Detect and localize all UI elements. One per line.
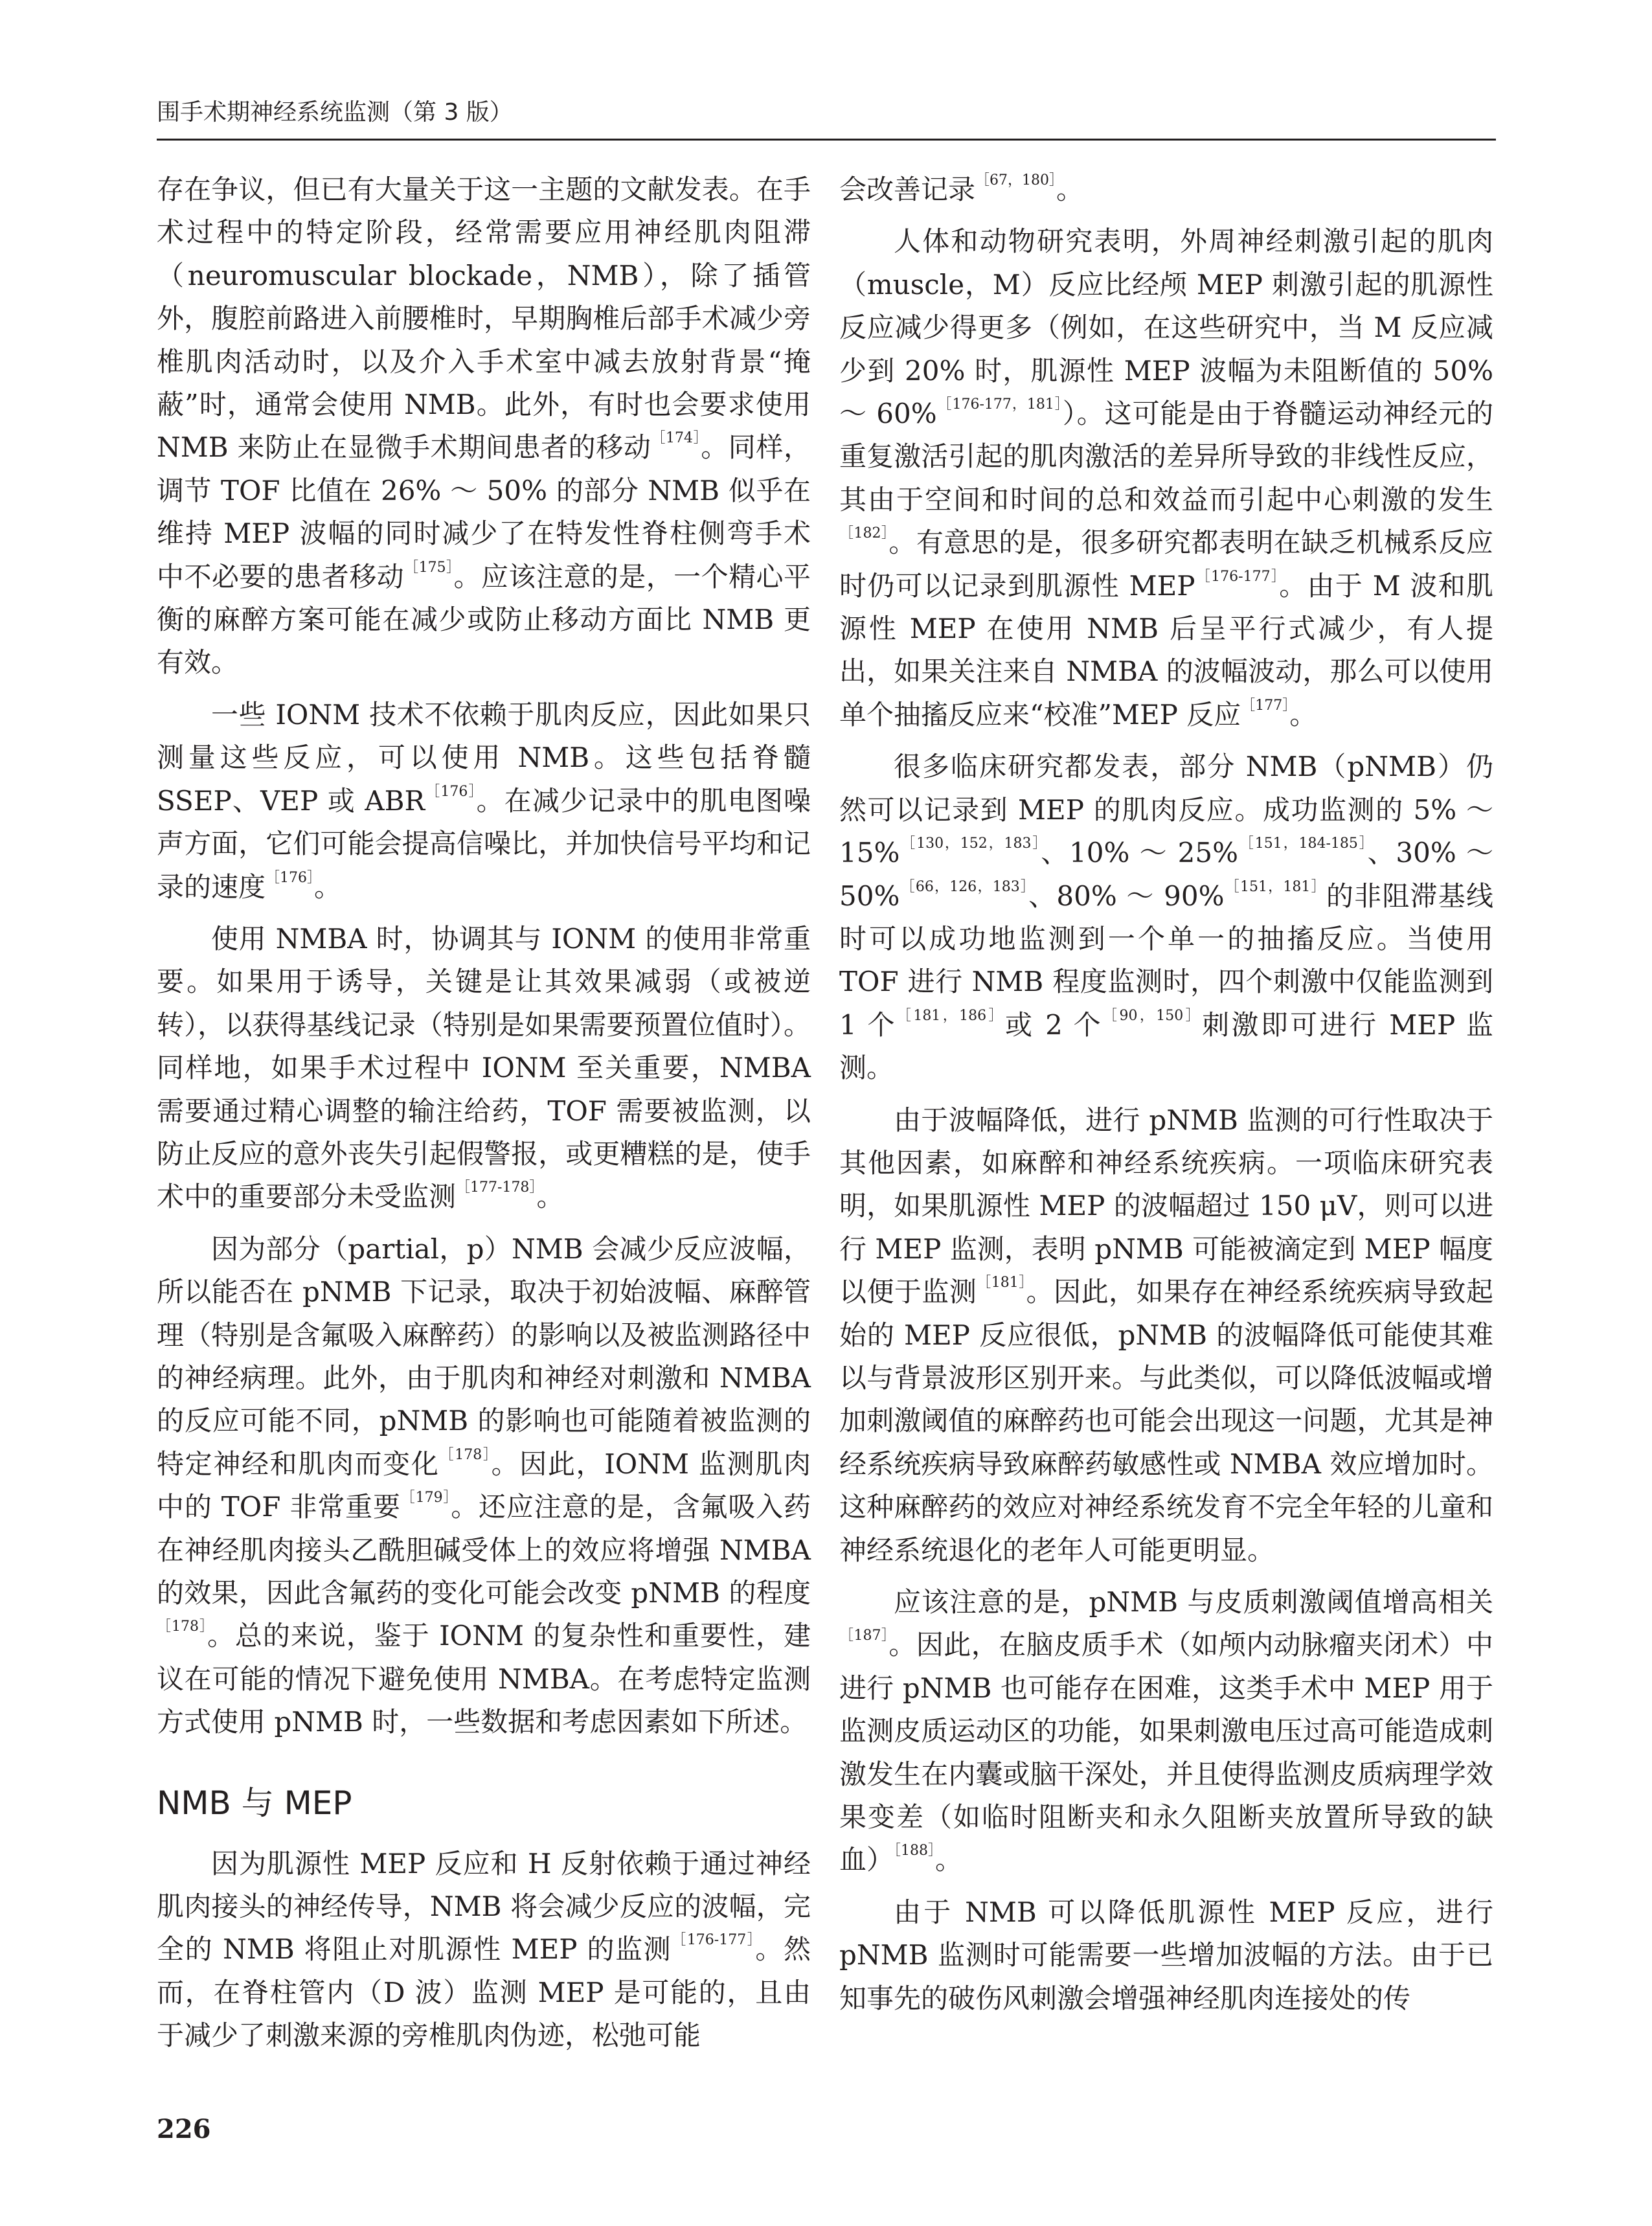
citation: ［66，126，183］ [900, 878, 1029, 895]
text-run: 。 [1056, 174, 1084, 205]
text-run: ）。这可能是由于脊髓运动神经元的重复激活引起的肌肉激活的差异所导致的非线性反应，其由于空间和时间的总和效益而引起中心刺激的发生 [839, 398, 1493, 516]
right-column [839, 168, 1493, 2020]
citation: ［176-177，181］ [936, 396, 1063, 413]
header-rule [157, 139, 1496, 141]
section-heading: NMB 与 MEP [157, 1784, 352, 1822]
paragraph [839, 1099, 1493, 1572]
text-run: 因为部分（partial，p）NMB 会减少反应波幅，所以能否在 pNMB 下记录，取决于初始波幅、麻醉管理（特别是含氟吸入麻醉药）的影响以及被监测路径中的神经病理。此外，由于肌肉和神经对刺激和 NMBA 的反应可能不同，pNMB 的影响也可能随着被监测的特定神经和肌肉而变化 [157, 1232, 811, 1480]
running-head-title: 围手术期神经系统监测（第 3 版） [157, 99, 513, 126]
citation: ［187］ [839, 1628, 889, 1644]
text-run: 。因此，IONM 监测肌肉中的 TOF 非常重要 [157, 1448, 811, 1523]
citation: ［151，181］ [1224, 878, 1326, 895]
citation: ［178］ [157, 1618, 207, 1635]
text-run: 。 [1289, 698, 1317, 731]
text-run: 因为肌源性 MEP 反应和 H 反射依赖于通过神经肌肉接头的神经传导，NMB 将会减少反应的波幅，完全的 NMB 将阻止对肌源性 MEP 的监测 [157, 1847, 811, 1966]
text-run: 。因此，在脑皮质手术（如颅内动脉瘤夹闭术）中进行 pNMB 也可能存在困难，这类手术中 MEP 用于监测皮质运动区的功能，如果刺激电压过高可能造成刺激发生在内囊或脑干深处，并且使得监测皮质病理学效果变差（如临时阻断夹和永久阻断夹放置所导致的缺血） [839, 1629, 1493, 1876]
text-run: 。 [536, 1181, 564, 1213]
text-run: 。 [935, 1844, 963, 1876]
citation: ［179］ [400, 1490, 451, 1506]
paragraph [839, 1891, 1493, 2020]
citation: ［174］ [651, 430, 701, 447]
citation: ［177-178］ [456, 1179, 537, 1196]
text-run: 存在争议，但已有大量关于这一主题的文献发表。在手术过程中的特定阶段，经常需要应用神经肌肉阻滞（neuromuscular blockade，NMB），除了插管外，腹腔前路进入前腰椎时，早期胸椎后部手术减少旁椎肌肉活动时，以及介入手术室中减去放射背景“掩蔽”时，通常会使用 NMB。此外，有时也会要求使用 NMB 来防止在显微手术期间患者的移动 [157, 174, 811, 464]
text-run: 。因此，如果存在神经系统疾病导致起始的 MEP 反应很低，pNMB 的波幅降低可能使其难以与背景波形区别开来。与此类似，可以降低波幅或增加刺激阈值的麻醉药也可能会出现这一问题，尤其是神经系统疾病导致麻醉药敏感性或 NMBA 效应增加时。这种麻醉药的效应对神经系统发育不完全年轻的儿童和神经系统退化的老年人可能更明显。 [839, 1276, 1493, 1566]
text-run: 会改善记录 [839, 174, 976, 205]
text-run: 、10% ～ 25% [1041, 837, 1239, 869]
text-run: 由于 NMB 可以降低肌源性 MEP 反应，进行 pNMB 监测时可能需要一些增加波幅的方法。由于已知事先的破伤风刺激会增强神经肌肉连接处的传 [839, 1896, 1493, 2014]
text-run: 刺激即可进行 MEP 监测。 [839, 1008, 1493, 1084]
text-run: 人体和动物研究表明，外周神经刺激引起的肌肉（muscle，M）反应比经颅 MEP 刺激引起的肌源性反应减少得更多（例如，在这些研究中，当 M 反应减少到 20% 时，肌源性 MEP 波幅为未阻断值的 50% ～ 60% [839, 225, 1493, 430]
text-run: 使用 NMBA 时，协调其与 IONM 的使用非常重要。如果用于诱导，关键是让其效果减弱（或被逆转），以获得基线记录（特别是如果需要预置位值时）。同样地，如果手术过程中 IONM 至关重要，NMBA 需要通过精心调整的输注给药，TOF 需要被监测，以防止反应的意外丧失引起假警报，或更糟糕的是，使手术中的重要部分未受监测 [157, 922, 811, 1213]
text-run: 很多临床研究都发表，部分 NMB（pNMB）仍然可以记录到 MEP 的肌肉反应。成功监测的 5% ～ 15% [839, 751, 1493, 869]
citation: ［176-177］ [672, 1932, 756, 1949]
citation: ［178］ [439, 1446, 492, 1463]
citation: ［176-177］ [1195, 568, 1280, 585]
paragraph [157, 694, 811, 909]
citation: ［188］ [894, 1843, 936, 1859]
text-run: 或 2 个 [1004, 1008, 1103, 1041]
text-run: 。应该注意的是，一个精心平衡的麻醉方案可能在减少或防止移动方面比 NMB 更有效。 [157, 560, 811, 679]
text-run: 、80% ～ 90% [1028, 880, 1225, 912]
left-column [157, 168, 811, 2058]
text-run: 。由于 M 波和肌源性 MEP 在使用 NMB 后呈平行式减少，有人提出，如果关注来自 NMBA 的波幅波动，那么可以使用单个抽搐反应来“校准”MEP 反应 [839, 569, 1494, 731]
text-run: 的非阻滞基线时可以成功地监测到一个单一的抽搐反应。当使用 TOF 进行 NMB 程度监测时，四个刺激中仅能监测到 1 个 [839, 880, 1494, 1041]
citation: ［182］ [839, 525, 889, 542]
paragraph [839, 168, 1493, 211]
citation: ［90，150］ [1103, 1007, 1203, 1024]
citation: ［67，180］ [975, 172, 1057, 188]
paragraph [839, 220, 1493, 736]
text-run: 、30% ～ 50% [839, 837, 1493, 912]
text-run: 一些 IONM 技术不依赖于肌肉反应，因此如果只测量这些反应，可以使用 NMB。这些包括脊髓 SSEP、VEP 或 ABR [157, 698, 811, 817]
paragraph [157, 918, 811, 1219]
citation: ［151，184-185］ [1238, 835, 1368, 852]
text-run: 。还应注意的是，含氟吸入药在神经肌肉接头乙酰胆碱受体上的效应将增强 NMBA 的效果，因此含氟药的变化可能会改变 pNMB 的程度 [157, 1491, 811, 1609]
paragraph [157, 1843, 811, 2058]
citation: ［177］ [1241, 697, 1290, 714]
citation: ［181］ [977, 1275, 1026, 1291]
text-run: 。有意思的是，很多研究都表明在缺乏机械系反应时仍可以记录到肌源性 MEP [839, 527, 1493, 602]
text-run: 。在减少记录中的肌电图噪声方面，它们可能会提高信噪比，并加快信号平均和记录的速度 [157, 784, 811, 903]
citation: ［175］ [404, 559, 454, 576]
page-number: 226 [157, 2114, 211, 2144]
citation: ［130，152，183］ [900, 835, 1041, 852]
citation: ［176］ [425, 783, 477, 800]
text-run: 。同样，调节 TOF 比值在 26% ～ 50% 的部分 NMB 似乎在维持 MEP 波幅的同时减少了在特发性脊柱侧弯手术中不必要的患者移动 [157, 431, 811, 593]
text-run: 应该注意的是，pNMB 与皮质刺激阈值增高相关 [894, 1586, 1493, 1618]
text-run: 。总的来说，鉴于 IONM 的复杂性和重要性，建议在可能的情况下避免使用 NMBA。在考虑特定监测方式使用 pNMB 时，一些数据和考虑因素如下所述。 [157, 1620, 811, 1738]
paragraph [839, 745, 1493, 1089]
text-run: 。 [314, 870, 342, 903]
paragraph [839, 1581, 1493, 1882]
text-run: 。然而，在脊柱管内（D 波）监测 MEP 是可能的，且由于减少了刺激来源的旁椎肌肉伪迹，松弛可能 [157, 1933, 811, 2052]
citation: ［181，186］ [896, 1007, 1005, 1024]
paragraph [157, 168, 811, 685]
paragraph [157, 1228, 811, 1744]
citation: ［176］ [266, 869, 315, 886]
text-run: 由于波幅降低，进行 pNMB 监测的可行性取决于其他因素，如麻醉和神经系统疾病。一项临床研究表明，如果肌源性 MEP 的波幅超过 150 μV，则可以进行 MEP 监测，表明 pNMB 可能被滴定到 MEP 幅度以便于监测 [839, 1104, 1493, 1308]
